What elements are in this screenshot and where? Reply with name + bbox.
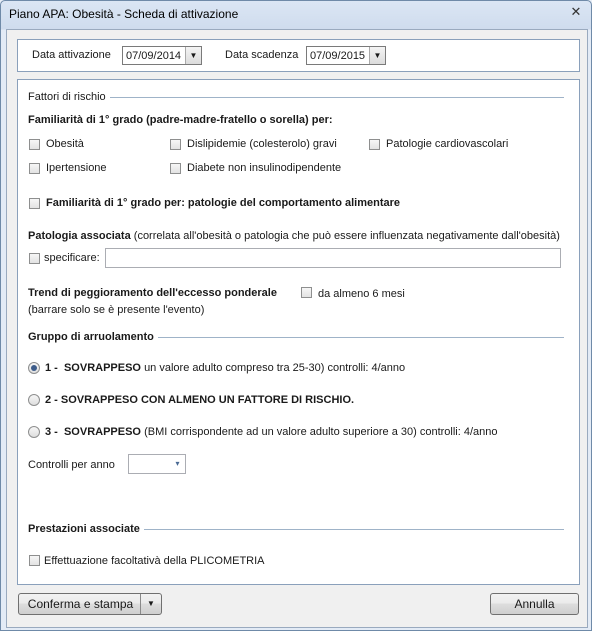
comportamento-alimentare-label: Familiarità di 1° grado per: patologie del comportamento alimentare bbox=[46, 197, 401, 209]
data-attivazione-label: Data attivazione bbox=[32, 49, 111, 61]
specificare-input[interactable] bbox=[105, 248, 561, 268]
gruppo-3-num: 3 - bbox=[45, 426, 58, 438]
patologia-associata-heading bbox=[28, 230, 560, 242]
controlli-per-anno-label: Controlli per anno bbox=[28, 459, 115, 471]
obesita-checkbox[interactable] bbox=[29, 139, 40, 150]
trend-checkbox-label: da almeno 6 mesi bbox=[318, 288, 405, 300]
dates-panel bbox=[17, 39, 580, 72]
patologia-associata-bold: Patologia associata bbox=[28, 230, 131, 242]
conferma-e-stampa-button[interactable] bbox=[18, 593, 162, 615]
chevron-down-icon[interactable]: ▼ bbox=[185, 47, 201, 64]
specificare-label: specificare: bbox=[44, 252, 100, 264]
trend-heading: Trend di peggioramento dell'eccesso ponderale bbox=[28, 287, 277, 299]
diabete-label: Diabete non insulinodipendente bbox=[187, 162, 342, 174]
gruppo-1-bold: SOVRAPPESO bbox=[63, 362, 141, 374]
trend-note: (barrare solo se è presente l'evento) bbox=[28, 304, 205, 316]
gruppo-3-label bbox=[45, 426, 498, 438]
gruppo-3-radio[interactable] bbox=[28, 426, 40, 438]
conferma-e-stampa-label: Conferma e stampa bbox=[27, 597, 134, 611]
data-scadenza-picker[interactable] bbox=[306, 46, 386, 65]
data-scadenza-label: Data scadenza bbox=[225, 49, 299, 61]
patologie-cardiovascolari-label: Patologie cardiovascolari bbox=[386, 138, 509, 150]
dialog-client-area bbox=[6, 29, 588, 628]
gruppo-1-num: 1 - bbox=[45, 362, 58, 374]
diabete-checkbox[interactable] bbox=[170, 163, 181, 174]
gruppo-2-num: 2 - bbox=[45, 394, 58, 406]
patologia-associata-note: (correlata all'obesità o patologia che può essere influenzata negativamente dall'obesità) bbox=[133, 230, 560, 242]
gruppo-section-title: Gruppo di arruolamento bbox=[28, 331, 158, 343]
controlli-per-anno-select[interactable] bbox=[128, 454, 186, 474]
data-scadenza-value: 07/09/2015 bbox=[310, 50, 366, 62]
prestazioni-section-title: Prestazioni associate bbox=[28, 523, 144, 535]
dislipidemie-checkbox[interactable] bbox=[170, 139, 181, 150]
gruppo-3-bold: SOVRAPPESO bbox=[63, 426, 141, 438]
gruppo-1-desc: un valore adulto compreso tra 25-30) controlli: 4/anno bbox=[144, 362, 406, 374]
gruppo-3-desc: (BMI corrispondente ad un valore adulto superiore a 30) controlli: 4/anno bbox=[144, 426, 498, 438]
chevron-down-icon[interactable]: ▼ bbox=[369, 47, 385, 64]
dislipidemie-label: Dislipidemie (colesterolo) gravi bbox=[187, 138, 337, 150]
plicometria-checkbox[interactable] bbox=[29, 555, 40, 566]
window-title: Piano APA: Obesità - Scheda di attivazione bbox=[9, 7, 239, 21]
chevron-down-icon[interactable]: ▼ bbox=[140, 594, 161, 614]
close-icon[interactable]: ✕ bbox=[570, 4, 582, 19]
data-attivazione-value: 07/09/2014 bbox=[126, 50, 182, 62]
trend-checkbox[interactable] bbox=[301, 287, 312, 298]
ipertensione-checkbox[interactable] bbox=[29, 163, 40, 174]
gruppo-1-radio[interactable] bbox=[28, 362, 40, 374]
gruppo-2-radio[interactable] bbox=[28, 394, 40, 406]
specificare-checkbox[interactable] bbox=[29, 253, 40, 264]
ipertensione-label: Ipertensione bbox=[46, 162, 107, 174]
obesita-label: Obesità bbox=[46, 138, 84, 150]
comportamento-alimentare-checkbox[interactable] bbox=[29, 198, 40, 209]
gruppo-2-label bbox=[45, 394, 354, 406]
familiarita-heading: Familiarità di 1° grado (padre-madre-fratello o sorella) per: bbox=[28, 114, 333, 126]
annulla-button[interactable]: Annulla bbox=[490, 593, 579, 615]
data-attivazione-picker[interactable] bbox=[122, 46, 202, 65]
patologie-cardiovascolari-checkbox[interactable] bbox=[369, 139, 380, 150]
gruppo-2-bold: SOVRAPPESO CON ALMENO UN FATTORE DI RISCHIO. bbox=[60, 394, 355, 406]
chevron-down-icon[interactable]: ▾ bbox=[175, 459, 180, 468]
gruppo-1-label bbox=[45, 362, 405, 374]
main-panel bbox=[17, 79, 580, 585]
fattori-section-title: Fattori di rischio bbox=[28, 91, 110, 103]
plicometria-label: Effettuazione facoltativà della PLICOMETRIA bbox=[44, 555, 265, 567]
